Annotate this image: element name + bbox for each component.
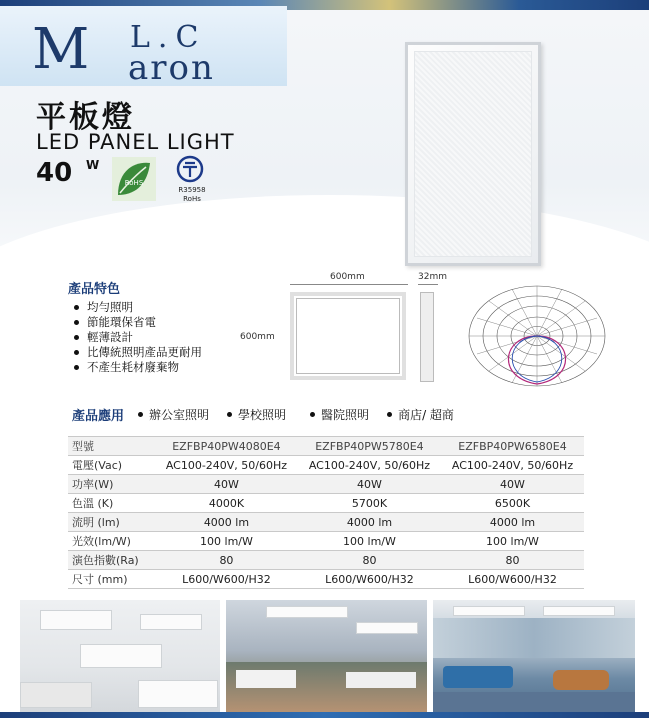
logo-letters-lc: L.C [130, 20, 207, 55]
bullet-icon [227, 412, 232, 417]
dimension-depth-line [418, 284, 438, 285]
application-item [387, 406, 454, 423]
table-row [68, 532, 584, 551]
product-title-en: LED PANEL LIGHT [36, 130, 235, 154]
logo-letters-aron: aron [128, 48, 215, 88]
panel-diffuser [414, 51, 532, 257]
wattage: 40 [36, 158, 73, 188]
rohs-leaf-icon [112, 157, 156, 201]
spec-value: 40W [441, 475, 584, 494]
spec-label: 型號 [68, 437, 155, 456]
application-text: 商店/ 超商 [398, 408, 454, 422]
bsmi-mark-icon [176, 155, 204, 183]
spec-label: 色溫 (K) [68, 494, 155, 513]
spec-value: 100 lm/W [155, 532, 298, 551]
brand-logo [0, 6, 287, 86]
photo-lounge-interior [433, 600, 635, 712]
ceiling-light-panel [266, 606, 348, 618]
bullet-icon [387, 412, 392, 417]
office-workstation [236, 670, 296, 688]
spec-value: 80 [155, 551, 298, 570]
bsmi-code: R35958 [178, 186, 206, 194]
product-panel-image [405, 42, 541, 266]
spec-value: AC100-240V, 50/60Hz [441, 456, 584, 475]
table-row [68, 456, 584, 475]
rohs-leaf-text: RoHS [124, 179, 144, 187]
application-text: 學校照明 [238, 408, 287, 422]
application-item [227, 406, 286, 423]
bsmi-rohs: RoHs [183, 195, 201, 203]
features-list [74, 300, 202, 375]
application-item [310, 406, 369, 423]
feature-text: 輕薄設計 [87, 330, 133, 344]
spec-value: EZFBP40PW5780E4 [298, 437, 441, 456]
feature-text: 不產生耗材廢棄物 [87, 360, 179, 374]
ceiling-light-panel [453, 606, 525, 616]
ceiling-light-panel [140, 614, 202, 630]
application-text: 醫院照明 [321, 408, 370, 422]
ceiling-light-panel [356, 622, 418, 634]
spec-value: 4000 lm [155, 513, 298, 532]
spec-label: 電壓(Vac) [68, 456, 155, 475]
feature-item [74, 330, 202, 345]
spec-label: 尺寸 (mm) [68, 570, 155, 589]
photo-office-interior [226, 600, 427, 712]
table-row [68, 475, 584, 494]
spec-label: 演色指數(Ra) [68, 551, 155, 570]
spec-value: EZFBP40PW4080E4 [155, 437, 298, 456]
spec-value: L600/W600/H32 [298, 570, 441, 589]
feature-text: 比傳統照明產品更耐用 [87, 345, 202, 359]
dimension-front-view [290, 292, 406, 380]
bullet-icon [74, 320, 79, 325]
application-title: 產品應用 [72, 409, 125, 424]
lounge-sofa [443, 666, 513, 688]
feature-item [74, 345, 202, 360]
office-workstation [346, 672, 416, 688]
dimension-width-label: 600mm [330, 272, 365, 282]
spec-value: EZFBP40PW6580E4 [441, 437, 584, 456]
table-row [68, 494, 584, 513]
table-row [68, 437, 584, 456]
ceiling-light-panel [543, 606, 615, 616]
spec-value: 4000 lm [441, 513, 584, 532]
dimension-depth-label: 32mm [418, 272, 447, 282]
spec-value: 40W [298, 475, 441, 494]
table-row [68, 570, 584, 589]
spec-label: 功率(W) [68, 475, 155, 494]
dimension-side-view [420, 292, 434, 382]
bullet-icon [310, 412, 315, 417]
bullet-icon [138, 412, 143, 417]
feature-text: 均勻照明 [87, 300, 133, 314]
application-text: 辦公室照明 [149, 408, 210, 422]
bottom-color-band [0, 712, 649, 718]
feature-item [74, 360, 202, 375]
spec-value: 5700K [298, 494, 441, 513]
lounge-floor [433, 692, 635, 712]
ceiling-vent [20, 682, 92, 708]
logo-letter-m: M [32, 17, 90, 82]
light-distribution-diagram [462, 282, 612, 390]
features-title: 產品特色 [68, 282, 121, 297]
ceiling-light-panel [40, 610, 112, 630]
wattage-unit: W [86, 158, 100, 172]
spec-label: 流明 (lm) [68, 513, 155, 532]
spec-value: 4000K [155, 494, 298, 513]
lounge-chair [553, 670, 609, 690]
application-row [72, 405, 472, 424]
feature-item [74, 300, 202, 315]
ceiling-light-panel [80, 644, 162, 668]
spec-value: 100 lm/W [441, 532, 584, 551]
bsmi-caption [174, 186, 210, 204]
spec-value: 6500K [441, 494, 584, 513]
dimension-height-label: 600mm [240, 332, 275, 342]
photo-ceiling-panels [20, 600, 220, 712]
spec-value: 4000 lm [298, 513, 441, 532]
bullet-icon [74, 350, 79, 355]
table-row [68, 551, 584, 570]
product-title-zh: 平板燈 [36, 100, 135, 135]
window-wall [433, 618, 635, 658]
spec-label: 光效(lm/W) [68, 532, 155, 551]
spec-value: L600/W600/H32 [155, 570, 298, 589]
table-row [68, 513, 584, 532]
bullet-icon [74, 365, 79, 370]
spec-value: 100 lm/W [298, 532, 441, 551]
spec-value: L600/W600/H32 [441, 570, 584, 589]
dimension-front-inner [296, 298, 400, 374]
dimension-width-line [290, 284, 408, 285]
feature-text: 節能環保省電 [87, 315, 156, 329]
spec-value: 80 [441, 551, 584, 570]
bullet-icon [74, 335, 79, 340]
spec-value: AC100-240V, 50/60Hz [298, 456, 441, 475]
ceiling-light-panel [138, 680, 218, 708]
spec-value: 80 [298, 551, 441, 570]
spec-table [68, 436, 584, 589]
application-item [138, 406, 209, 423]
spec-value: AC100-240V, 50/60Hz [155, 456, 298, 475]
bullet-icon [74, 305, 79, 310]
feature-item [74, 315, 202, 330]
spec-value: 40W [155, 475, 298, 494]
